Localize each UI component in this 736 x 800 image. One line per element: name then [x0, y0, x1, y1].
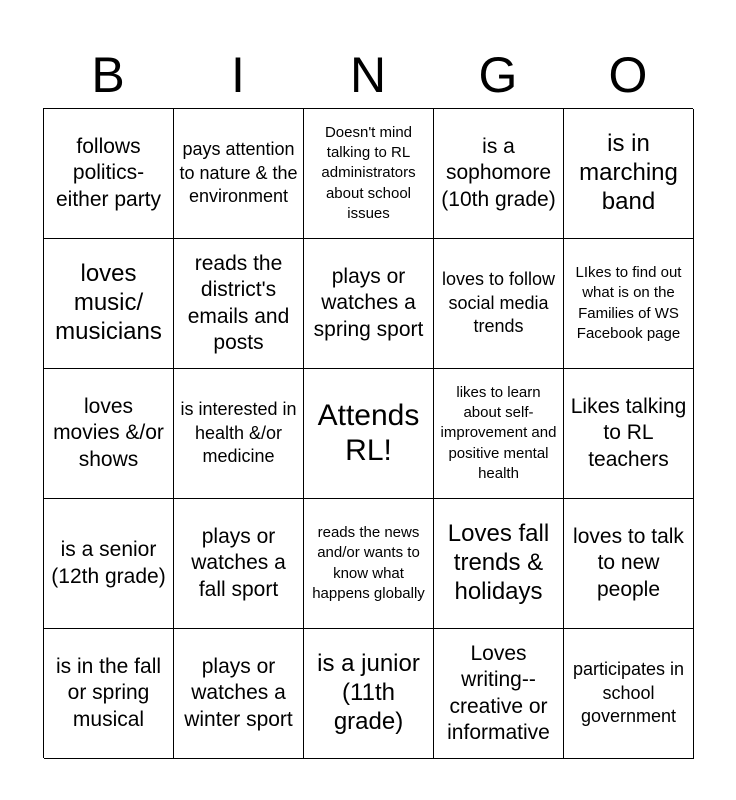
header-letter-g: G [478, 47, 518, 103]
bingo-cell-r2-c2[interactable]: reads the district's emails and posts [174, 239, 304, 369]
bingo-cell-r4-c1[interactable]: is a senior (12th grade) [44, 499, 174, 629]
bingo-cell-r5-c5[interactable]: participates in school government [564, 629, 694, 759]
bingo-cell-r5-c2[interactable]: plays or watches a winter sport [174, 629, 304, 759]
bingo-cell-r1-c5[interactable]: is in marching band [564, 109, 694, 239]
bingo-cell-r1-c4[interactable]: is a sophomore (10th grade) [434, 109, 564, 239]
bingo-free-space[interactable]: Attends RL! [304, 369, 434, 499]
header-letter-i: I [231, 47, 245, 103]
bingo-cell-r2-c4[interactable]: loves to follow social media trends [434, 239, 564, 369]
bingo-cell-r3-c5[interactable]: Likes talking to RL teachers [564, 369, 694, 499]
bingo-cell-r5-c3[interactable]: is a junior (11th grade) [304, 629, 434, 759]
bingo-cell-r3-c1[interactable]: loves movies &/or shows [44, 369, 174, 499]
bingo-header [43, 42, 693, 108]
bingo-cell-r4-c4[interactable]: Loves fall trends & holidays [434, 499, 564, 629]
bingo-cell-r1-c3[interactable]: Doesn't mind talking to RL administrators about school issues [304, 109, 434, 239]
bingo-cell-r1-c1[interactable]: follows politics- either party [44, 109, 174, 239]
bingo-cell-r3-c2[interactable]: is interested in health &/or medicine [174, 369, 304, 499]
bingo-cell-r2-c1[interactable]: loves music/ musicians [44, 239, 174, 369]
bingo-cell-r4-c5[interactable]: loves to talk to new people [564, 499, 694, 629]
bingo-cell-r4-c2[interactable]: plays or watches a fall sport [174, 499, 304, 629]
bingo-cell-r4-c3[interactable]: reads the news and/or wants to know what happens globally [304, 499, 434, 629]
bingo-cell-r5-c4[interactable]: Loves writing-- creative or informative [434, 629, 564, 759]
header-letter-o: O [608, 47, 648, 103]
header-letter-b: B [91, 47, 125, 103]
bingo-cell-r3-c4[interactable]: likes to learn about self-improvement and positive mental health [434, 369, 564, 499]
bingo-cell-r5-c1[interactable]: is in the fall or spring musical [44, 629, 174, 759]
bingo-cell-r2-c3[interactable]: plays or watches a spring sport [304, 239, 434, 369]
header-letter-n: N [349, 47, 387, 103]
bingo-board [43, 108, 693, 758]
bingo-cell-r2-c5[interactable]: LIkes to find out what is on the Families of WS Facebook page [564, 239, 694, 369]
bingo-cell-r1-c2[interactable]: pays attention to nature & the environment [174, 109, 304, 239]
